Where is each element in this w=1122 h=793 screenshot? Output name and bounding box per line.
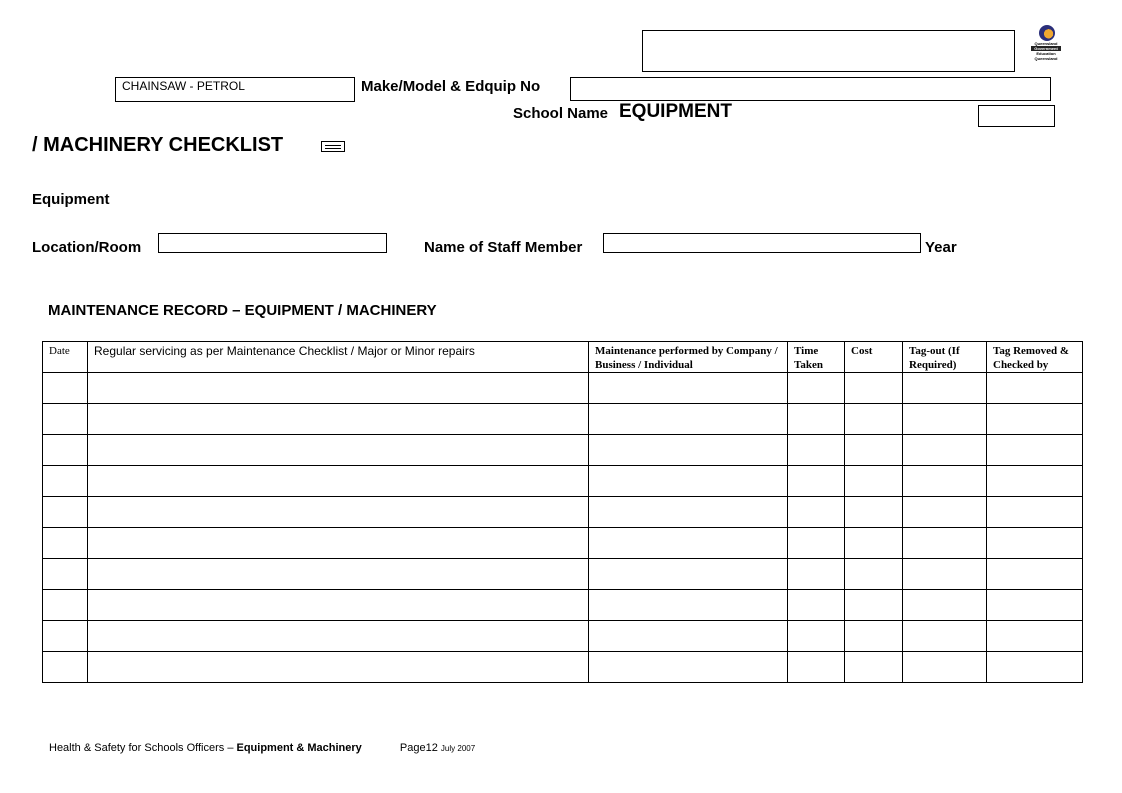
header-blank-box[interactable] (642, 30, 1015, 72)
table-row (43, 497, 1083, 528)
footer-bold-text: Equipment & Machinery (236, 742, 362, 754)
make-model-field[interactable] (570, 77, 1051, 101)
col-header-tag-removed: Tag Removed & Checked by (987, 342, 1083, 373)
form-field-icon[interactable] (321, 141, 345, 152)
table-row (43, 590, 1083, 621)
cell-time-taken[interactable] (788, 435, 845, 466)
cell-performed-by[interactable] (589, 652, 788, 683)
logo-line1: Queensland (1034, 41, 1058, 46)
cell-servicing[interactable] (88, 435, 589, 466)
col-header-time-taken: Time Taken (788, 342, 845, 373)
cell-cost[interactable] (845, 435, 903, 466)
table-row (43, 466, 1083, 497)
cell-cost[interactable] (845, 652, 903, 683)
cell-tag-out[interactable] (903, 497, 987, 528)
page-title: / MACHINERY CHECKLIST (32, 134, 284, 156)
footer-date: July 2007 (440, 744, 476, 753)
staff-label: Name of Staff Member (424, 239, 583, 256)
queensland-government-logo (1031, 25, 1061, 63)
footer-text: Health & Safety for Schools Officers – (49, 742, 237, 754)
table-row (43, 373, 1083, 404)
cell-performed-by[interactable] (589, 404, 788, 435)
cell-cost[interactable] (845, 497, 903, 528)
table-row (43, 404, 1083, 435)
table-row (43, 621, 1083, 652)
cell-cost[interactable] (845, 404, 903, 435)
cell-time-taken[interactable] (788, 466, 845, 497)
col-header-date: Date (43, 342, 88, 373)
cell-servicing[interactable] (88, 404, 589, 435)
cell-cost[interactable] (845, 621, 903, 652)
cell-servicing[interactable] (88, 590, 589, 621)
cell-servicing[interactable] (88, 559, 589, 590)
logo-line3: Education (1036, 51, 1056, 56)
cell-tag-removed[interactable] (987, 466, 1083, 497)
staff-field[interactable] (603, 233, 921, 253)
cell-tag-out[interactable] (903, 590, 987, 621)
cell-time-taken[interactable] (788, 404, 845, 435)
cell-cost[interactable] (845, 590, 903, 621)
table-row (43, 652, 1083, 683)
cell-time-taken[interactable] (788, 652, 845, 683)
cell-cost[interactable] (845, 373, 903, 404)
cell-tag-out[interactable] (903, 466, 987, 497)
location-field[interactable] (158, 233, 387, 253)
col-header-tag-out: Tag-out (If Required) (903, 342, 987, 373)
cell-tag-removed[interactable] (987, 559, 1083, 590)
cell-performed-by[interactable] (589, 590, 788, 621)
cell-tag-out[interactable] (903, 435, 987, 466)
cell-date[interactable] (43, 590, 88, 621)
cell-servicing[interactable] (88, 466, 589, 497)
cell-tag-out[interactable] (903, 528, 987, 559)
cell-tag-removed[interactable] (987, 404, 1083, 435)
table-header-row (43, 342, 1083, 373)
col-header-servicing: Regular servicing as per Maintenance Checklist / Major or Minor repairs (88, 342, 589, 373)
cell-servicing[interactable] (88, 528, 589, 559)
cell-tag-removed[interactable] (987, 497, 1083, 528)
footer-page: Page12 (399, 742, 438, 754)
cell-date[interactable] (43, 497, 88, 528)
col-header-cost: Cost (845, 342, 903, 373)
cell-time-taken[interactable] (788, 528, 845, 559)
cell-time-taken[interactable] (788, 497, 845, 528)
cell-tag-out[interactable] (903, 621, 987, 652)
table-row (43, 435, 1083, 466)
cell-tag-removed[interactable] (987, 621, 1083, 652)
cell-servicing[interactable] (88, 373, 589, 404)
title-part1: EQUIPMENT (619, 101, 732, 122)
cell-time-taken[interactable] (788, 373, 845, 404)
equipment-type-value: CHAINSAW - PETROL (122, 79, 245, 93)
maintenance-table (42, 341, 1083, 683)
cell-time-taken[interactable] (788, 559, 845, 590)
cell-tag-out[interactable] (903, 373, 987, 404)
cell-date[interactable] (43, 466, 88, 497)
cell-tag-out[interactable] (903, 404, 987, 435)
col-header-performed-by: Maintenance performed by Company / Business / Individual (589, 342, 788, 373)
cell-tag-removed[interactable] (987, 435, 1083, 466)
location-label: Location/Room (32, 239, 142, 256)
cell-servicing[interactable] (88, 621, 589, 652)
cell-performed-by[interactable] (589, 559, 788, 590)
cell-date[interactable] (43, 621, 88, 652)
year-label: Year (925, 239, 957, 256)
cell-time-taken[interactable] (788, 621, 845, 652)
cell-date[interactable] (43, 435, 88, 466)
cell-servicing[interactable] (88, 652, 589, 683)
school-name-field[interactable] (978, 105, 1055, 127)
cell-tag-out[interactable] (903, 559, 987, 590)
cell-performed-by[interactable] (589, 528, 788, 559)
table-row (43, 528, 1083, 559)
cell-tag-out[interactable] (903, 652, 987, 683)
cell-cost[interactable] (845, 559, 903, 590)
section-title: MAINTENANCE RECORD – EQUIPMENT / MACHINERY (48, 302, 437, 319)
equipment-type-field[interactable] (115, 77, 355, 102)
cell-tag-removed[interactable] (987, 652, 1083, 683)
cell-performed-by[interactable] (589, 621, 788, 652)
cell-date[interactable] (43, 528, 88, 559)
logo-line4: Queensland (1034, 56, 1058, 61)
cell-date[interactable] (43, 652, 88, 683)
cell-performed-by[interactable] (589, 373, 788, 404)
cell-servicing[interactable] (88, 497, 589, 528)
cell-tag-removed[interactable] (987, 528, 1083, 559)
cell-time-taken[interactable] (788, 590, 845, 621)
cell-tag-removed[interactable] (987, 373, 1083, 404)
logo-sun-icon (1039, 25, 1055, 41)
cell-date[interactable] (43, 404, 88, 435)
equipment-label: Equipment (32, 191, 110, 208)
page-footer (49, 742, 475, 754)
cell-performed-by[interactable] (589, 466, 788, 497)
cell-performed-by[interactable] (589, 435, 788, 466)
cell-cost[interactable] (845, 528, 903, 559)
school-name-label: School Name (513, 105, 609, 122)
cell-cost[interactable] (845, 466, 903, 497)
cell-performed-by[interactable] (589, 497, 788, 528)
cell-date[interactable] (43, 559, 88, 590)
cell-tag-removed[interactable] (987, 590, 1083, 621)
logo-line2: Government (1031, 46, 1061, 51)
table-row (43, 559, 1083, 590)
cell-date[interactable] (43, 373, 88, 404)
make-model-label: Make/Model & Edquip No (361, 78, 541, 95)
